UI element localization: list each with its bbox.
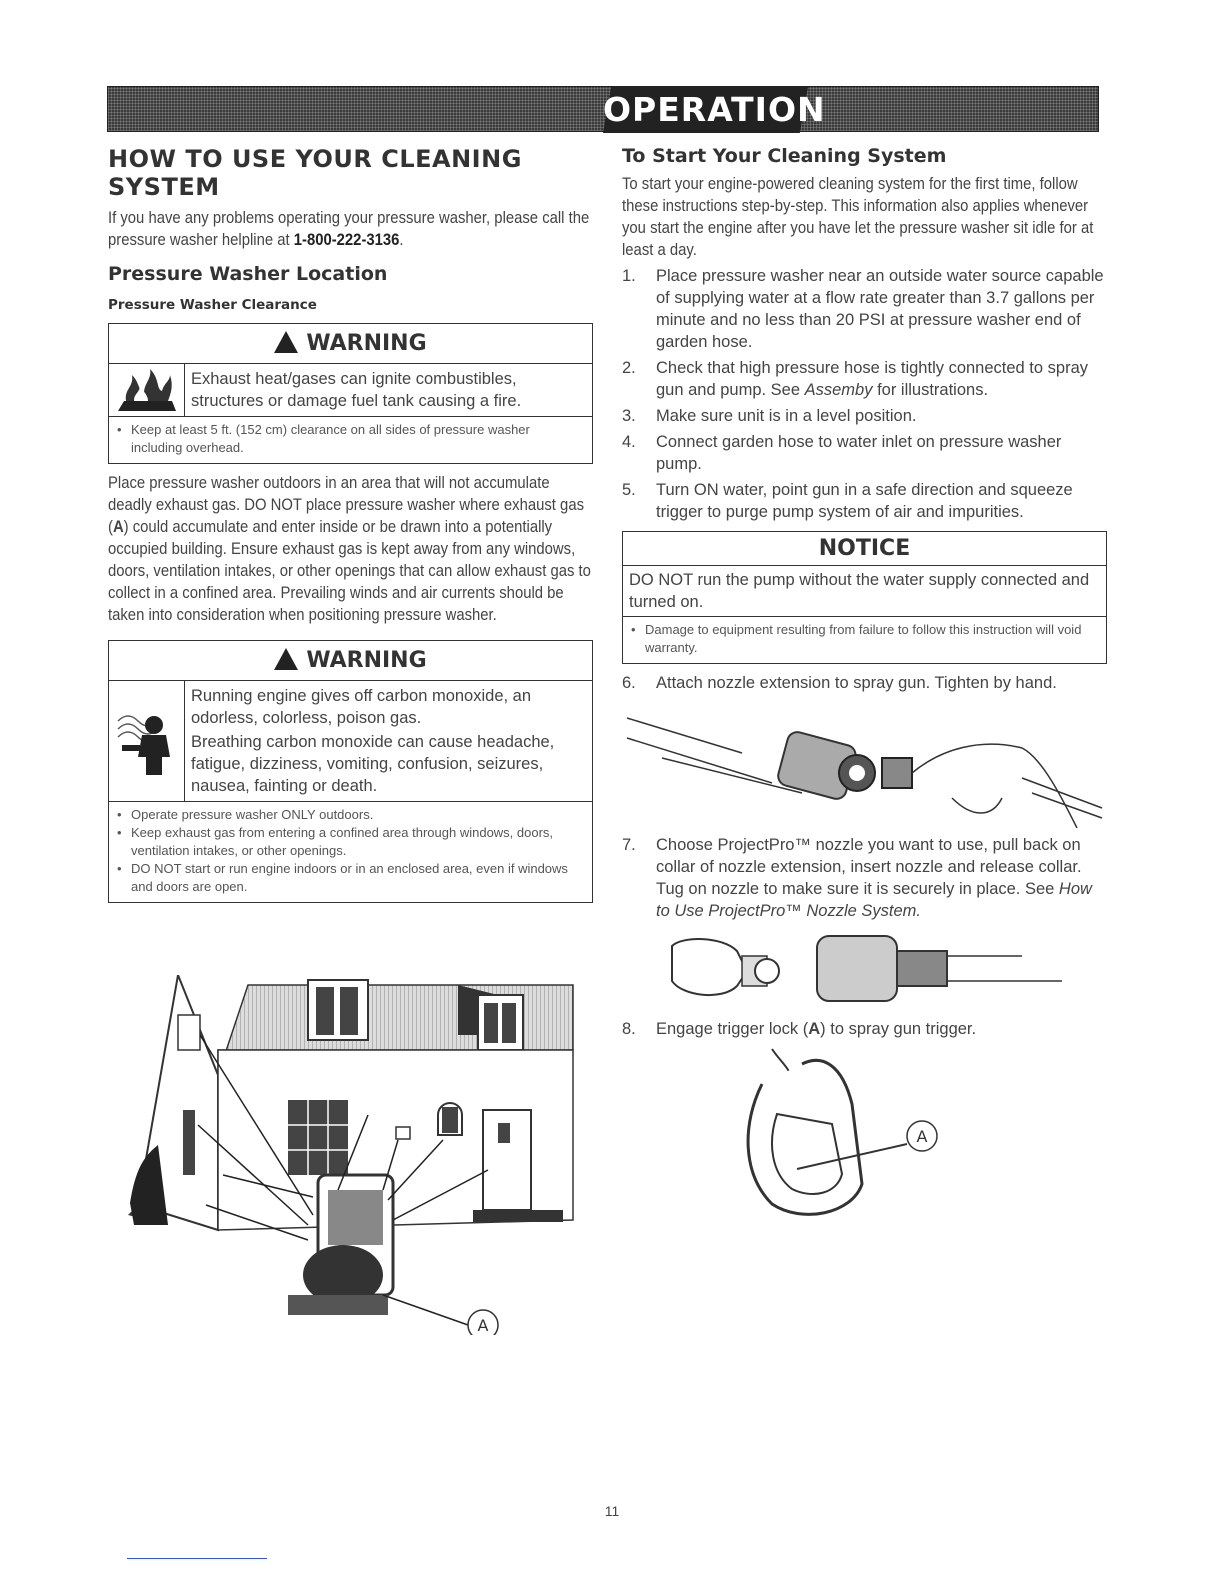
placement-callout: A <box>112 518 124 536</box>
warning-text: Exhaust heat/gases can ignite combustibles, structures or damage fuel tank causing a fire. <box>191 370 522 410</box>
step-text <box>656 1018 1107 1040</box>
step-number: 4. <box>622 433 636 451</box>
notice-bullets <box>623 617 1106 663</box>
step-text: Attach nozzle extension to spray gun. Tighten by hand. <box>656 674 1057 692</box>
step-number: 5. <box>622 481 636 499</box>
step-text: Make sure unit is in a level position. <box>656 407 917 425</box>
step-number: 2. <box>622 359 636 377</box>
banner-title: OPERATION <box>603 90 826 129</box>
warning-header <box>109 641 592 681</box>
step-text-pre: Choose ProjectPro™ nozzle you want to use, pull back on collar of nozzle extension, insert nozzle and release collar. Tug on nozzle to make sure it is securely in place. See <box>656 836 1082 898</box>
step-item <box>622 479 1107 523</box>
step-number: 6. <box>622 674 636 692</box>
page-title: HOW TO USE YOUR CLEANING SYSTEM <box>108 145 522 201</box>
warning-bullets <box>109 417 592 463</box>
notice-box <box>622 531 1107 664</box>
nozzle-system-link[interactable]: How to Use ProjectPro™ Nozzle System. <box>656 880 1092 920</box>
step-item <box>622 834 1107 922</box>
placement-text-pre: Place pressure washer outdoors in an area that will not accumulate deadly exhaust gas. DO NOT place pressure washer where exhaust gas ( <box>108 474 585 536</box>
warning-bullets <box>109 802 592 902</box>
step-item <box>622 357 1107 401</box>
placement-text-post: ) could accumulate and enter inside or be drawn into a potentially occupied building. Ensure exhaust gas is kept away from any windows, doors, ventilation intakes, or other openings that can allow exhaust gas to collect in a confined area. Prevailing winds and air currents should be taken into consideration when positioning pressure washer. <box>108 518 591 624</box>
section-banner <box>107 86 1099 132</box>
warning-header <box>109 324 592 364</box>
warning-text-1: Running engine gives off carbon monoxide, an odorless, colorless, poison gas. <box>191 687 532 727</box>
step-text-pre: Check that high pressure hose is tightly connected to spray gun and pump. See <box>656 359 1088 399</box>
warning-text-2: Breathing carbon monoxide can cause headache, fatigue, dizziness, vomiting, confusion, seizures, nausea, fainting or death. <box>191 733 555 795</box>
footer-link-line <box>127 1558 267 1559</box>
intro-text: If you have any problems operating your pressure washer, please call the pressure washer helpline at <box>108 209 590 249</box>
helpline-number[interactable]: 1-800-222-3136 <box>293 231 400 249</box>
step-number: 1. <box>622 267 636 285</box>
steps-list-c <box>622 834 1107 922</box>
intro-end: . <box>399 231 404 249</box>
step-item <box>622 672 1107 694</box>
trigger-lock-callout: A <box>808 1020 821 1038</box>
warning-triangle-icon <box>274 648 298 670</box>
step-number: 3. <box>622 407 636 425</box>
location-heading: Pressure Washer Location <box>108 263 388 285</box>
warning-title: WARNING <box>306 648 427 673</box>
warning-row <box>109 681 592 802</box>
placement-paragraph <box>108 472 593 626</box>
warning-text <box>185 681 592 801</box>
step-item <box>622 265 1107 353</box>
warning-row <box>109 364 592 417</box>
step-text-post: ) to spray gun trigger. <box>820 1020 977 1038</box>
step-text: Place pressure washer near an outside water source capable of supplying water at a flow rate greater than 3.7 gallons per minute and no less than 20 PSI at pressure washer end of garden hose. <box>656 267 1104 351</box>
step-item <box>622 405 1107 427</box>
step-text-post: for illustrations. <box>872 381 989 399</box>
step-text-pre: Engage trigger lock ( <box>656 1020 809 1038</box>
fire-warning-box <box>108 323 593 464</box>
start-heading: To Start Your Cleaning System <box>622 145 947 167</box>
warning-bullet: • Keep exhaust gas from entering a confined area through windows, doors, ventilation intakes, or other openings. <box>117 824 584 860</box>
warning-title: WARNING <box>306 331 427 356</box>
step-number: 8. <box>622 1020 636 1038</box>
right-column <box>622 145 1107 1224</box>
notice-title: NOTICE <box>623 532 1106 566</box>
warning-triangle-icon <box>274 331 298 353</box>
start-intro: To start your engine-powered cleaning system for the first time, follow these instructions step-by-step. This information also applies whenever you start the engine after you have let the pressure washer sit idle for at least a day. <box>622 175 1094 259</box>
nozzle-extension-illustration <box>622 698 1107 828</box>
clearance-heading: Pressure Washer Clearance <box>108 297 317 313</box>
nozzle-illustration <box>622 926 1107 1006</box>
page-number: 11 <box>604 1503 620 1519</box>
step-item <box>622 1018 1107 1040</box>
fire-icon <box>109 364 185 416</box>
assembly-link[interactable]: Assemby <box>804 381 873 399</box>
co-warning-box <box>108 640 593 903</box>
steps-list-b <box>622 672 1107 694</box>
trigger-callout-label: A <box>916 1127 928 1146</box>
warning-bullet: • Keep at least 5 ft. (152 cm) clearance on all sides of pressure washer including overhead. <box>117 421 584 457</box>
step-number: 7. <box>622 836 636 854</box>
toxic-gas-icon <box>109 681 185 801</box>
steps-list-a <box>622 265 1107 523</box>
intro-paragraph <box>108 207 593 251</box>
step-item <box>622 431 1107 475</box>
trigger-lock-illustration <box>622 1044 1107 1224</box>
notice-text: DO NOT run the pump without the water supply connected and turned on. <box>623 566 1106 617</box>
warning-bullet: • Operate pressure washer ONLY outdoors. <box>117 806 584 824</box>
step-text <box>656 834 1107 922</box>
steps-list-d <box>622 1018 1107 1040</box>
house-illustration <box>128 975 588 1335</box>
step-text: Turn ON water, point gun in a safe direction and squeeze trigger to purge pump system of air and impurities. <box>656 481 1073 521</box>
house-callout-label: A <box>477 1316 489 1335</box>
left-column <box>108 145 593 911</box>
step-text: Connect garden hose to water inlet on pressure washer pump. <box>656 433 1062 473</box>
warning-bullet: • DO NOT start or run engine indoors or in an enclosed area, even if windows and doors are open. <box>117 860 584 896</box>
step-text <box>656 357 1107 401</box>
notice-bullet: • Damage to equipment resulting from failure to follow this instruction will void warranty. <box>631 621 1098 657</box>
